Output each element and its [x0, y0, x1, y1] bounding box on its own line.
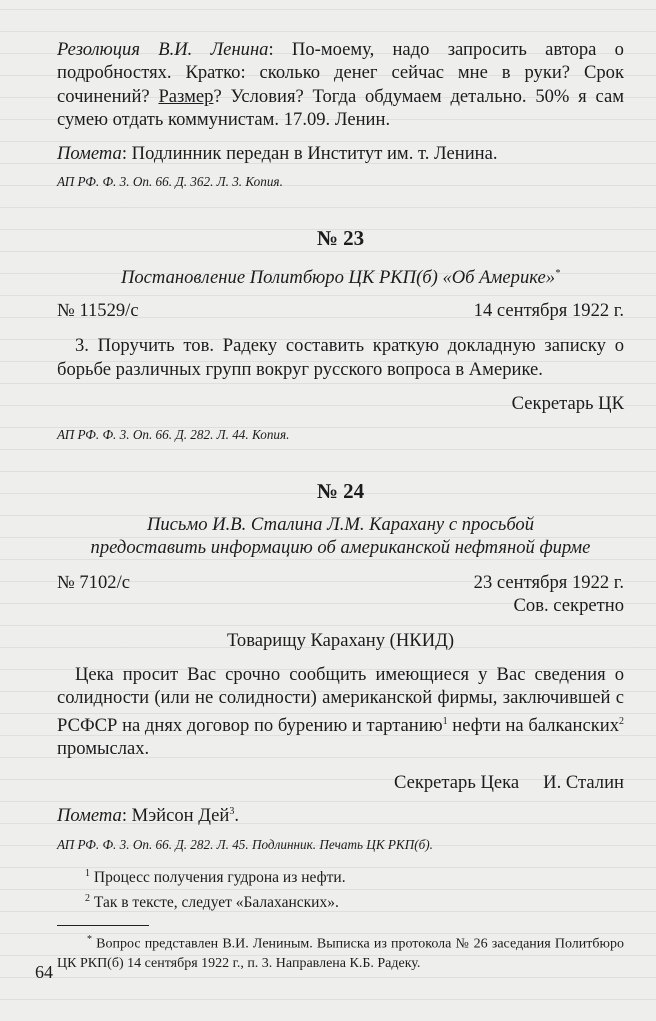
doc-24-signature — [57, 771, 624, 794]
pometa-2-label: Помета — [57, 805, 122, 827]
resolution-underlined-word: Размер — [158, 85, 214, 107]
doc-23-title-text: Постановление Политбюро ЦК РКП(б) «Об Америке» — [120, 267, 556, 289]
signature-name: И. Сталин — [543, 772, 624, 794]
doc-23-title-footnote-mark: * — [555, 268, 561, 280]
resolution-text-2: ? Условия? Тогда обдумаем детально. 50% я сам сумею отдать коммунистам. 17.09. Ленин. — [57, 85, 625, 130]
doc-24-title-line-2: предоставить информацию об американской нефтяной фирме — [90, 536, 591, 558]
doc-23-meta-row — [57, 299, 624, 322]
doc-23-signature: Секретарь ЦК — [511, 392, 624, 414]
archive-reference-3: АП РФ. Ф. 3. Оп. 66. Д. 282. Л. 45. Подлинник. Печать ЦК РКП(б). — [57, 836, 433, 852]
archive-reference-1: АП РФ. Ф. 3. Оп. 66. Д. 362. Л. 3. Копия. — [57, 174, 283, 190]
doc-24-number: № 24 — [316, 478, 365, 503]
footnote-1-mark: 1 — [85, 867, 90, 879]
footnote-divider — [57, 925, 149, 926]
document-page — [57, 38, 624, 973]
doc-24-title — [57, 513, 624, 559]
doc-23-title — [57, 262, 624, 289]
lenin-resolution — [57, 38, 624, 131]
footnote-2-mark: 2 — [85, 892, 90, 904]
page-number: 64 — [35, 962, 53, 982]
footnote-mark-1: 1 — [442, 715, 448, 727]
pometa-text: : Подлинник передан в Институт им. т. Ленина. — [121, 143, 498, 165]
footnotes — [85, 863, 624, 913]
doc-24-title-line-1: Письмо И.В. Сталина Л.М. Карахану с просьбой — [146, 513, 535, 535]
resolution-label: Резолюция В.И. Ленина — [57, 39, 269, 60]
doc-24-body — [57, 663, 624, 760]
footnote-1-text: Процесс получения гудрона из нефти. — [90, 868, 346, 886]
doc-23-ref: № 11529/с — [57, 300, 139, 322]
doc-24-date: 23 сентября 1922 г. — [473, 571, 624, 593]
resolution-text-1: : По-моему, надо запросить автора о подробностях. Кратко: сколько денег сейчас мне в руки? Срок сочинений? — [57, 39, 624, 107]
editor-note-text: Вопрос представлен В.И. Лениным. Выписка из протокола № 26 заседания Политбюро ЦК РКП(б) 14 сентября 1922 г., п. 3. Направлена К.Б. Радеку. — [57, 936, 624, 971]
pometa-2-end: . — [234, 805, 240, 827]
footnote-1 — [85, 863, 624, 888]
doc-24-body-part-3: промыслах. — [57, 738, 150, 760]
footnote-2 — [85, 888, 624, 913]
pometa-note-2 — [57, 800, 624, 827]
doc-23-body: 3. Поручить тов. Радеку составить краткую докладную записку о борьбе различных групп вокруг русского вопроса в Америке. — [57, 335, 624, 380]
editor-note — [57, 930, 624, 973]
footnote-mark-2: 2 — [619, 715, 624, 727]
doc-24-meta-row — [57, 571, 624, 594]
footnote-2-text: Так в тексте, следует «Балаханских». — [90, 893, 339, 911]
doc-24-addressee: Товарищу Карахану (НКИД) — [226, 629, 455, 651]
doc-23-date: 14 сентября 1922 г. — [473, 300, 624, 322]
doc-24-body-part-1: Цека просит Вас срочно сообщить имеющиеся у Вас сведения о солидности (или не солидности) американской фирмы, заключившей с РСФСР на днях договор по бурению и тартанию — [57, 663, 624, 736]
doc-24-classification: Сов. секретно — [513, 594, 624, 616]
pometa-label: Помета — [57, 143, 122, 165]
editor-note-mark: * — [87, 933, 92, 945]
doc-23-number: № 23 — [316, 226, 365, 251]
footnote-mark-3: 3 — [229, 806, 235, 818]
pometa-note-1 — [57, 142, 624, 165]
doc-24-body-part-2: нефти на балканских — [447, 714, 619, 736]
doc-24-ref: № 7102/с — [57, 571, 130, 593]
pometa-2-text: : Мэйсон Дей — [121, 805, 230, 827]
signature-role: Секретарь Цека — [393, 772, 520, 794]
archive-reference-2: АП РФ. Ф. 3. Оп. 66. Д. 282. Л. 44. Копия. — [57, 426, 290, 442]
